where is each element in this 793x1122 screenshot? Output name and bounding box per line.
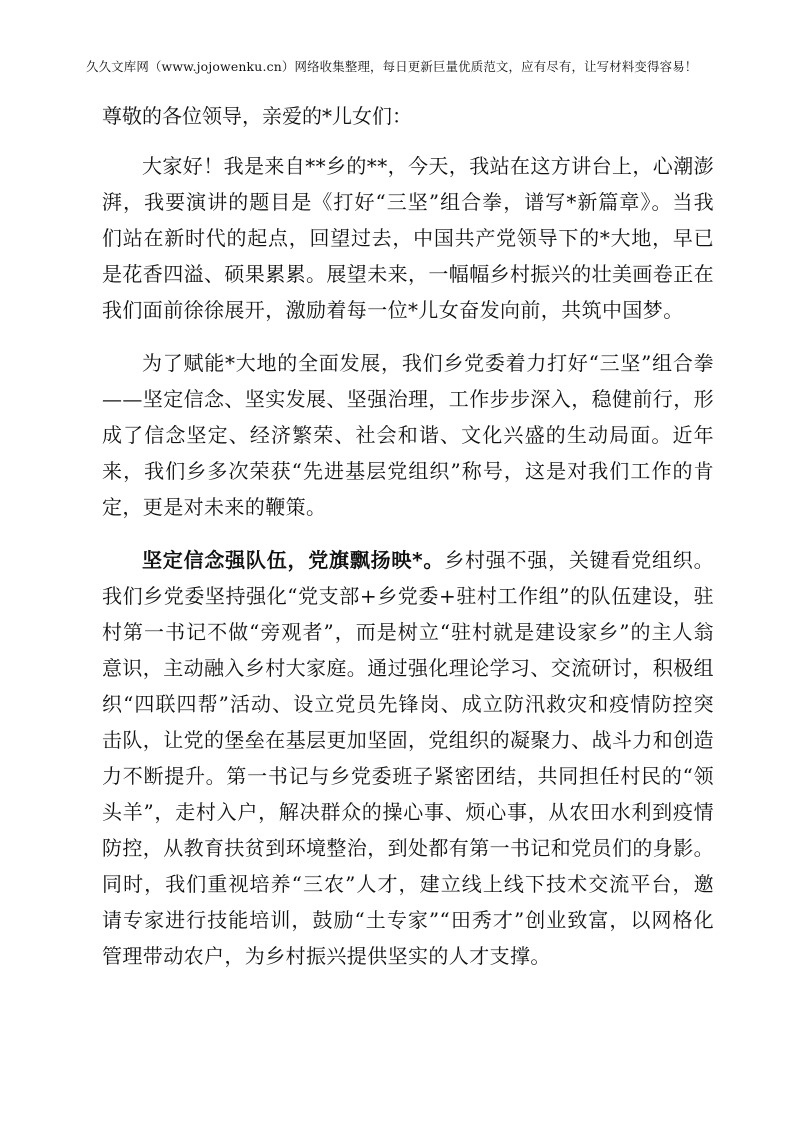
page-header: 久久文库网（www.jojowenku.cn）网络收集整理，每日更新巨量优质范文，应有尽有，让写材料变得容易！ <box>86 59 698 74</box>
paragraph-text: 大家好！我是来自**乡的**，今天，我站在这方讲台上，心潮澎湃，我要演讲的题目是《打好“三坚”组合拳，谱写*新篇章》。当我们站在新时代的起点，回望过去，中国共产党领导下的*大地，早已是花香四溢、硕果累累。展望未来，一幅幅乡村振兴的壮美画卷正在我们面前徐徐展开，激励着每一位*儿女奋发向前，共筑中国梦。 <box>102 154 714 322</box>
paragraph-intro <box>102 148 714 328</box>
salutation: 尊敬的各位领导，亲爱的*儿女们： <box>102 104 412 128</box>
section-heading: 坚定信念强队伍，党旗飘扬映*。 <box>142 548 445 572</box>
paragraph-text: 乡村强不强，关键看党组织。我们乡党委坚持强化“党支部+乡党委+驻村工作组”的队伍建设，驻村第一书记不做“旁观者”，而是树立“驻村就是建设家乡”的主人翁意识，主动融入乡村大家庭。通过强化理论学习、交流研讨，积极组织“四联四帮”活动、设立党员先锋岗、成立防汛救灾和疫情防控突击队，让党的堡垒在基层更加坚固，党组织的凝聚力、战斗力和创造力不断提升。第一书记与乡党委班子紧密团结，共同担任村民的“领头羊”，走村入户，解决群众的操心事、烦心事，从农田水利到疫情防控，从教育扶贫到环境整治，到处都有第一书记和党员们的身影。同时，我们重视培养“三农”人才，建立线上线下技术交流平台，邀请专家进行技能培训，鼓励“土专家”“田秀才”创业致富，以网格化管理带动农户，为乡村振兴提供坚实的人才支撑。 <box>102 548 714 968</box>
speech-body <box>102 102 714 991</box>
paragraph-overview <box>102 345 714 525</box>
paragraph-text: 为了赋能*大地的全面发展，我们乡党委着力打好“三坚”组合拳——坚定信念、坚实发展、坚强治理，工作步步深入，稳健前行，形成了信念坚定、经济繁荣、社会和谐、文化兴盛的生动局面。近年来，我们乡多次荣获“先进基层党组织”称号，这是对我们工作的肯定，更是对未来的鞭策。 <box>102 351 714 519</box>
paragraph-section-1 <box>102 542 714 974</box>
